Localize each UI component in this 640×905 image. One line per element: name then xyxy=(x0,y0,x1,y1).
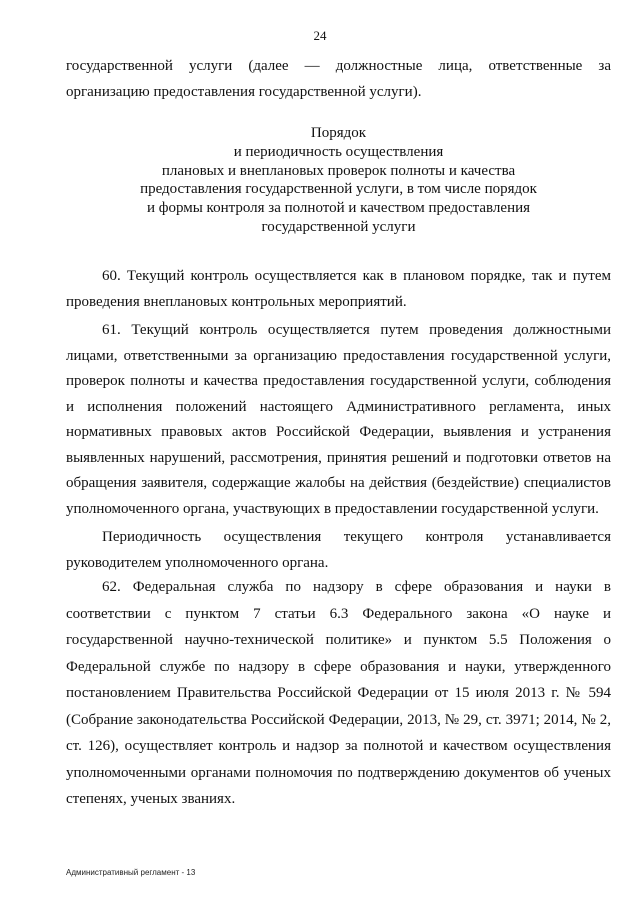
intro-paragraph: государственной услуги (далее — должностные лица, ответственные за организацию предоставления государственной услуги). xyxy=(66,58,611,100)
section-heading-line: предоставления государственной услуги, в том числе порядок xyxy=(140,181,537,198)
section-heading-line: плановых и внеплановых проверок полноты и качества xyxy=(161,162,516,179)
page-number: 24 xyxy=(313,28,327,43)
paragraph-group-62 xyxy=(66,574,611,816)
page-footer: Административный регламент - 13 xyxy=(66,868,196,877)
section-heading-line: государственной услуги xyxy=(261,218,416,235)
paragraph-61: 61. Текущий контроль осуществляется путем проведения должностными лицами, ответственными за организацию предоставления государственной услуги, проверок полноты и качества предоставления государственной услуги, соблюдения и исполнения положений настоящего Административного регламента, иных нормативных правовых актов Российской Федерации, выявления и устранения выявленных нарушений, рассмотрения, принятия решений и подготовки ответов на обращения заявителя, содержащие жалобы на действия (бездействие) специалистов уполномоченного органа, участвующих в предоставлении государственной услуги. xyxy=(66,322,611,517)
paragraph-60: 60. Текущий контроль осуществляется как в плановом порядке, так и путем проведения внеплановых контрольных мероприятий. xyxy=(66,268,611,310)
paragraph-group-60-61 xyxy=(66,264,611,579)
section-heading-line: Порядок xyxy=(310,125,367,141)
paragraph-periodicity: Периодичность осуществления текущего контроля устанавливается руководителем уполномоченного органа. xyxy=(66,529,611,571)
section-heading-line: и периодичность осуществления xyxy=(233,143,444,160)
section-heading-line: и формы контроля за полнотой и качеством предоставления xyxy=(146,200,531,217)
paragraph-62: 62. Федеральная служба по надзору в сфере образования и науки в соответствии с пунктом 7 статьи 6.3 Федерального закона «О науке и государственной научно-технической политике» и пунктом 5.5 Положения о Федеральной службе по надзору в сфере образования и науки, утвержденного постановлением Правительства Российской Федерации от 15 июля 2013 г. № 594 (Собрание законодательства Российской Федерации, 2013, № 29, ст. 3971; 2014, № 2, ст. 126), осуществляет контроль и надзор за полнотой и качеством осуществления уполномоченными органами полномочия по подтверждению документов об ученых степенях, ученых званиях. xyxy=(66,579,611,807)
section-heading xyxy=(66,124,611,237)
